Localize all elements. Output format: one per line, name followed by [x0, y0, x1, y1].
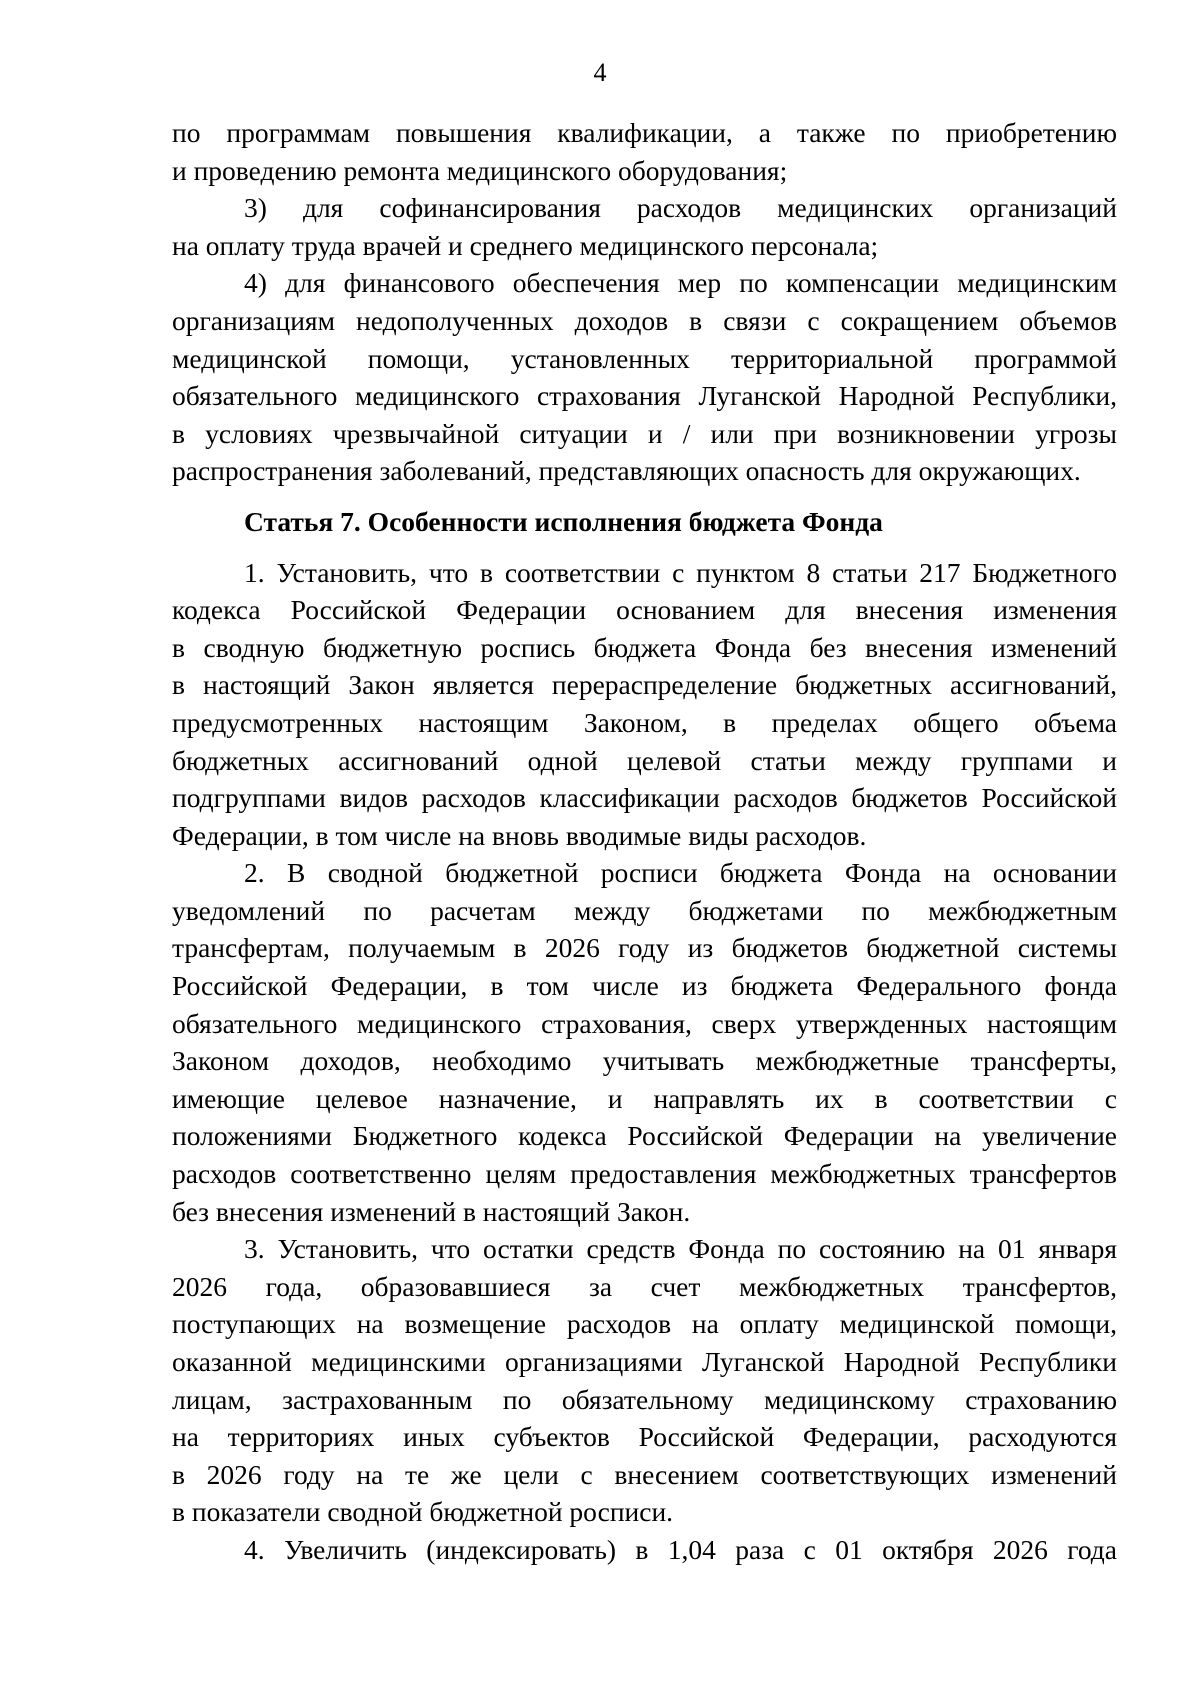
text-line: распространения заболеваний, представляющих опасность для окружающих.: [172, 455, 1081, 487]
text-line: в настоящий Закон является перераспределение бюджетных ассигнований,: [172, 669, 1117, 701]
text-line: по программам повышения квалификации, а также по приобретению: [172, 117, 1117, 148]
text-line: Федерации, в том числе на вновь вводимые виды расходов.: [172, 819, 867, 851]
text-line: поступающих на возмещение расходов на оплату медицинской помощи,: [172, 1308, 1117, 1340]
text-line: на оплату труда врачей и среднего медицинского персонала;: [172, 229, 879, 261]
text-line: на территориях иных субъектов Российской Федерации, расходуются: [172, 1421, 1117, 1453]
text-line: бюджетных ассигнований одной целевой статьи между группами и: [172, 744, 1117, 776]
text-line: 3. Установить, что остатки средств Фонда по состоянию на 01 января: [244, 1233, 1117, 1265]
text-line: Российской Федерации, в том числе из бюджета Федерального фонда: [172, 970, 1117, 1002]
text-line: в показатели сводной бюджетной росписи.: [172, 1496, 674, 1528]
text-line: лицам, застрахованным по обязательному медицинскому страхованию: [172, 1383, 1117, 1415]
text-line: положениями Бюджетного кодекса Российской Федерации на увеличение: [172, 1120, 1117, 1152]
document-body: [172, 114, 1117, 1569]
text-line: обязательного медицинского страхования, сверх утвержденных настоящим: [172, 1007, 1117, 1039]
text-line: уведомлений по расчетам между бюджетами по межбюджетным: [172, 894, 1117, 926]
text-line: 2. В сводной бюджетной росписи бюджета Фонда на основании: [244, 857, 1117, 889]
text-line: предусмотренных настоящим Законом, в пределах общего объема: [172, 706, 1117, 738]
text-line: обязательного медицинского страхования Луганской Народной Республики,: [172, 380, 1117, 412]
text-line: в 2026 году на те же цели с внесением соответствующих изменений: [172, 1458, 1117, 1490]
page-number: 4: [593, 58, 607, 87]
text-line: расходов соответственно целям предоставления межбюджетных трансфертов: [172, 1158, 1117, 1190]
text-line: в условиях чрезвычайной ситуации и / или при возникновении угрозы: [172, 417, 1117, 449]
text-line: 3) для софинансирования расходов медицинских организаций: [244, 192, 1117, 224]
text-line: Законом доходов, необходимо учитывать межбюджетные трансферты,: [172, 1045, 1117, 1077]
text-line: 2026 года, образовавшиеся за счет межбюджетных трансфертов,: [172, 1270, 1117, 1302]
text-line: оказанной медицинскими организациями Луганской Народной Республики: [172, 1346, 1117, 1377]
text-line: организациям недополученных доходов в связи с сокращением объемов: [172, 304, 1117, 336]
text-line: подгруппами видов расходов классификации расходов бюджетов Российской: [172, 782, 1117, 814]
text-line: кодекса Российской Федерации основанием для внесения изменения: [172, 594, 1117, 626]
text-line: трансфертам, получаемым в 2026 году из бюджетов бюджетной системы: [172, 932, 1117, 964]
text-line: 4) для финансового обеспечения мер по компенсации медицинским: [244, 267, 1117, 299]
text-line: в сводную бюджетную роспись бюджета Фонда без внесения изменений: [172, 631, 1117, 663]
text-line: 1. Установить, что в соответствии с пунктом 8 статьи 217 Бюджетного: [244, 556, 1117, 588]
article-heading: Статья 7. Особенности исполнения бюджета Фонда: [244, 505, 883, 537]
text-line: 4. Увеличить (индексировать) в 1,04 раза с 01 октября 2026 года: [244, 1533, 1117, 1565]
text-line: без внесения изменений в настоящий Закон.: [172, 1195, 691, 1227]
text-line: медицинской помощи, установленных территориальной программой: [172, 342, 1117, 374]
text-line: и проведению ремонта медицинского оборудования;: [172, 154, 788, 186]
text-line: имеющие целевое назначение, и направлять их в соответствии с: [172, 1082, 1117, 1114]
